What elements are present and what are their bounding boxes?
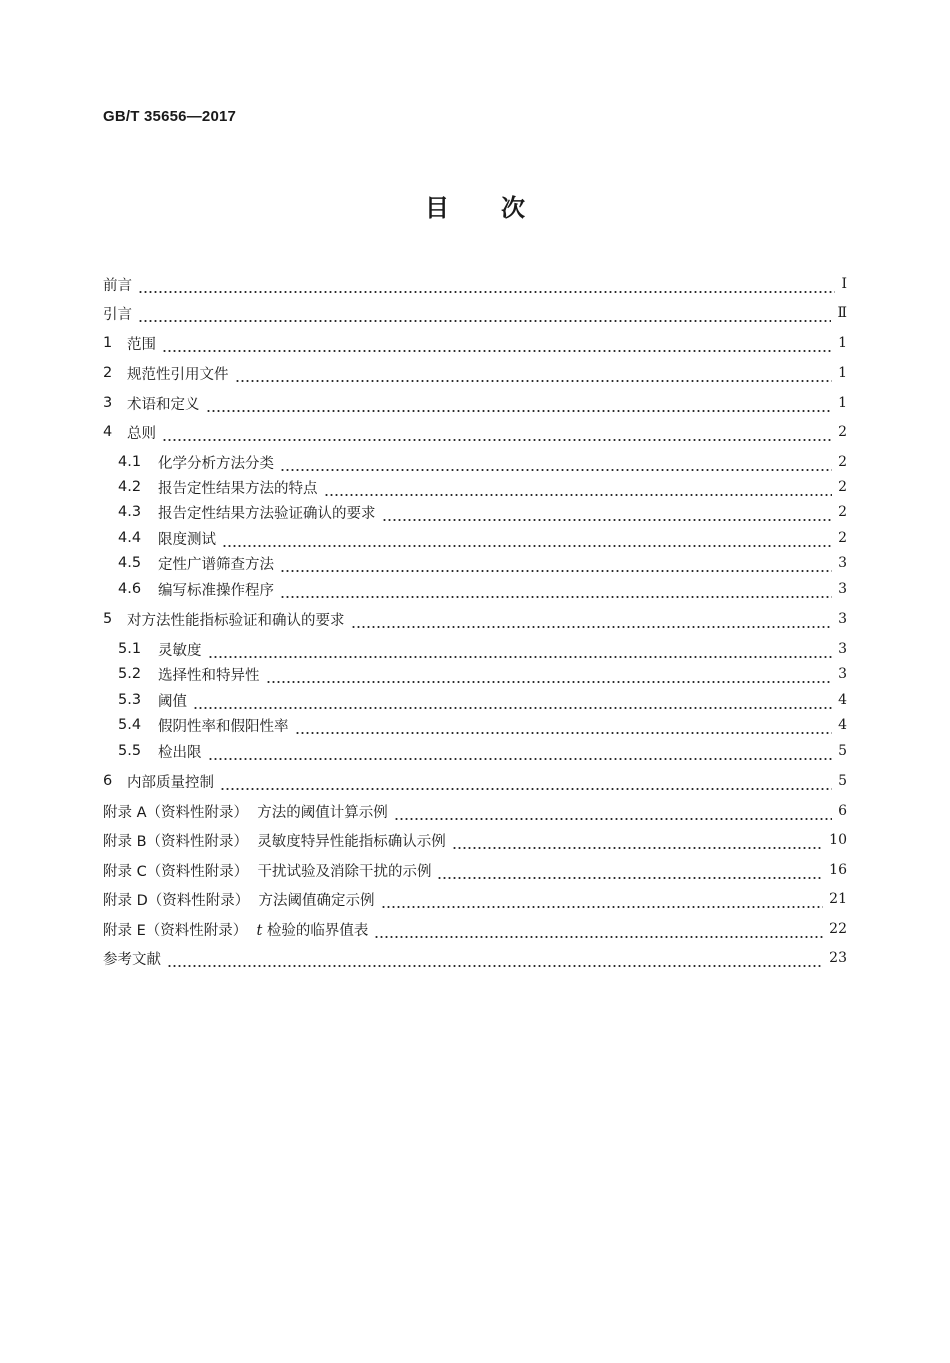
toc-entry-number: 6: [103, 773, 113, 789]
toc-entry-label: 参考文献: [103, 951, 161, 968]
toc-entry-label: 范围: [127, 336, 156, 353]
toc-entry-label: 检出限: [158, 744, 202, 761]
toc-entry-4-4[interactable]: [118, 527, 847, 549]
toc-entry-label: [103, 919, 368, 940]
toc-entry-page: 1: [838, 365, 847, 381]
toc-entry-number: 5: [103, 611, 113, 627]
toc-entry-foreword[interactable]: [103, 273, 847, 295]
toc-entry-label: 对方法性能指标验证和确认的要求: [127, 612, 345, 629]
leader-dots: [381, 888, 824, 910]
leader-dots: [193, 689, 832, 711]
toc-entry-appendix-c[interactable]: [103, 859, 847, 881]
leader-dots: [351, 608, 833, 630]
toc-entry-label: 附录 B（资料性附录） 灵敏度特异性能指标确认示例: [103, 833, 446, 850]
toc-entry-number: 4.1: [118, 454, 142, 470]
toc-entry-4-6[interactable]: [118, 578, 847, 600]
toc-entry-label: 附录 A（资料性附录） 方法的阈值计算示例: [103, 804, 388, 821]
toc-entry-page: 10: [829, 832, 847, 848]
toc-entry-label: 总则: [127, 425, 156, 442]
toc-entry-number: 5.1: [118, 641, 142, 657]
toc-entry-page: 5: [838, 773, 847, 789]
toc-entry-page: 4: [838, 692, 847, 708]
leader-dots: [382, 501, 833, 523]
leader-dots: [138, 273, 835, 295]
toc-entry-5-2[interactable]: [118, 663, 847, 685]
leader-dots: [208, 638, 833, 660]
toc-entry-page: 3: [838, 611, 847, 627]
toc-entry-page: 5: [838, 743, 847, 759]
leader-dots: [452, 829, 823, 851]
toc-entry-3[interactable]: [103, 392, 847, 414]
leader-dots: [374, 918, 823, 940]
toc-entry-page: 3: [838, 666, 847, 682]
toc-entry-number: 5.2: [118, 666, 142, 682]
toc-entry-4[interactable]: [103, 421, 847, 443]
leader-dots: [437, 859, 823, 881]
toc-entry-number: 1: [103, 335, 113, 351]
toc-entry-page: 1: [838, 335, 847, 351]
toc-entry-label: 附录 D（资料性附录） 方法阈值确定示例: [103, 892, 375, 909]
toc-entry-number: 4: [103, 424, 113, 440]
toc-entry-label: 附录 C（资料性附录） 干扰试验及消除干扰的示例: [103, 863, 432, 880]
toc-entry-page: 2: [838, 530, 847, 546]
toc-entry-number: 3: [103, 395, 113, 411]
toc-entry-label: 阈值: [158, 693, 187, 710]
leader-dots: [222, 527, 832, 549]
toc-entry-label: 假阴性率和假阳性率: [158, 718, 289, 735]
toc-entry-appendix-b[interactable]: [103, 829, 847, 851]
leader-dots: [220, 770, 832, 792]
leader-dots: [280, 552, 832, 574]
toc-entry-number: 4.6: [118, 581, 142, 597]
toc-entry-2[interactable]: [103, 362, 847, 384]
toc-entry-introduction[interactable]: [103, 302, 847, 324]
leader-dots: [295, 714, 833, 736]
toc-entry-label: 限度测试: [158, 531, 216, 548]
toc-entry-label: 内部质量控制: [127, 774, 214, 791]
toc-entry-number: 4.5: [118, 555, 142, 571]
document-code: GB/T 35656—2017: [103, 108, 237, 125]
toc-entry-number: 5.5: [118, 743, 142, 759]
toc-entry-5-4[interactable]: [118, 714, 847, 736]
toc-entry-appendix-e[interactable]: [103, 918, 847, 940]
toc-entry-page: 3: [838, 581, 847, 597]
toc-entry-page: 2: [838, 424, 847, 440]
toc-entry-references[interactable]: [103, 947, 847, 969]
label-suffix: 检验的临界值表: [262, 922, 369, 939]
leader-dots: [280, 578, 832, 600]
toc-entry-number: 5.4: [118, 717, 142, 733]
toc-title-part2: 次: [501, 194, 525, 222]
toc-entry-label: 引言: [103, 306, 132, 323]
label-italic-t: t: [256, 922, 263, 939]
toc-entry-page: 3: [838, 641, 847, 657]
toc-entry-5[interactable]: [103, 608, 847, 630]
leader-dots: [162, 421, 832, 443]
toc-entry-page: 23: [829, 950, 847, 966]
toc-entry-label: 报告定性结果方法验证确认的要求: [158, 505, 376, 522]
toc-entry-4-5[interactable]: [118, 552, 847, 574]
toc-entry-page: 2: [838, 504, 847, 520]
leader-dots: [162, 332, 832, 354]
toc-entry-appendix-d[interactable]: [103, 888, 847, 910]
toc-entry-page: 2: [838, 454, 847, 470]
toc-entry-page: 1: [838, 395, 847, 411]
toc-entry-label: 化学分析方法分类: [158, 455, 274, 472]
toc-entry-1[interactable]: [103, 332, 847, 354]
toc-entry-page: 4: [838, 717, 847, 733]
leader-dots: [394, 800, 832, 822]
toc-entry-5-5[interactable]: [118, 740, 847, 762]
toc-entry-page: Ⅰ: [841, 276, 847, 292]
leader-dots: [208, 740, 833, 762]
toc-entry-page: 2: [838, 479, 847, 495]
toc-entry-page: Ⅱ: [837, 305, 847, 321]
toc-entry-label: 编写标准操作程序: [158, 582, 274, 599]
leader-dots: [324, 476, 833, 498]
leader-dots: [167, 947, 823, 969]
toc-entry-label: 报告定性结果方法的特点: [158, 480, 318, 497]
toc-entry-label: 选择性和特异性: [158, 667, 260, 684]
toc-entry-5-1[interactable]: [118, 638, 847, 660]
toc-entry-number: 4.4: [118, 530, 142, 546]
toc-entry-number: 2: [103, 365, 113, 381]
toc-entry-page: 3: [838, 555, 847, 571]
toc-entry-label: 定性广谱筛查方法: [158, 556, 274, 573]
toc-entry-label: 规范性引用文件: [127, 366, 229, 383]
toc-entry-4-2[interactable]: [118, 476, 847, 498]
toc-entry-page: 22: [829, 921, 847, 937]
toc-entry-6[interactable]: [103, 770, 847, 792]
toc-entry-label: 灵敏度: [158, 642, 202, 659]
leader-dots: [280, 451, 832, 473]
leader-dots: [266, 663, 833, 685]
toc-title-part1: 目: [425, 194, 449, 222]
toc-entry-page: 16: [829, 862, 847, 878]
toc-entry-number: 4.2: [118, 479, 142, 495]
leader-dots: [138, 302, 831, 324]
toc-entry-label: 前言: [103, 277, 132, 294]
label-prefix: 附录 E（资料性附录）: [103, 922, 257, 939]
toc-entry-number: 4.3: [118, 504, 142, 520]
toc-entry-page: 21: [829, 891, 847, 907]
toc-entry-label: 术语和定义: [127, 396, 200, 413]
leader-dots: [235, 362, 833, 384]
toc-entry-4-1[interactable]: [118, 451, 847, 473]
toc-entry-5-3[interactable]: [118, 689, 847, 711]
toc-entry-page: 6: [838, 803, 847, 819]
toc-entry-appendix-a[interactable]: [103, 800, 847, 822]
toc-entry-4-3[interactable]: [118, 501, 847, 523]
toc-entry-number: 5.3: [118, 692, 142, 708]
leader-dots: [206, 392, 833, 414]
